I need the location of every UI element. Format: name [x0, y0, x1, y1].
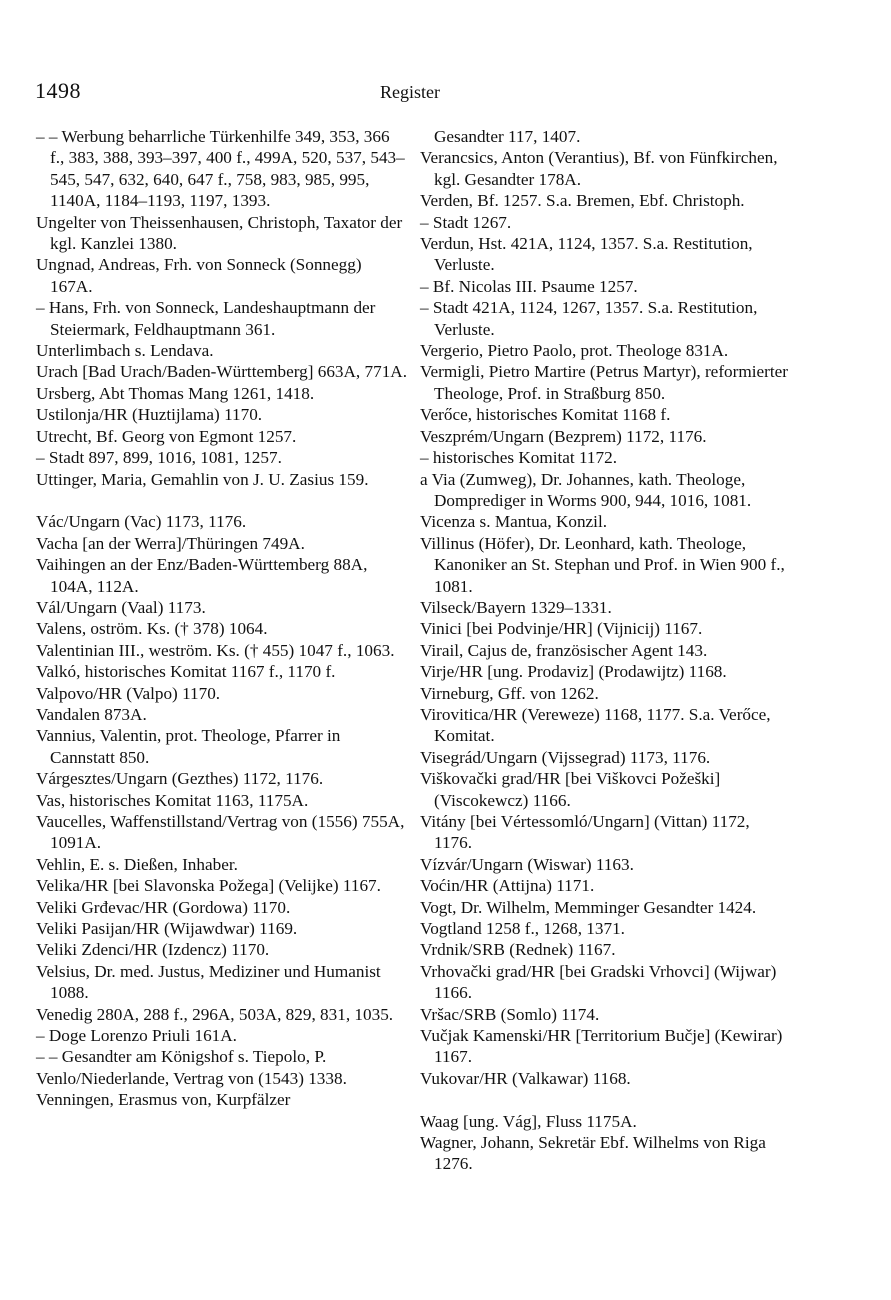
index-entry: Vacha [an der Werra]/Thüringen 749A.: [36, 533, 305, 553]
index-entry: Unterlimbach s. Lendava.: [36, 341, 214, 361]
index-entry: Vermigli, Pietro Martire (Petrus Martyr), reformierter Theologe, Prof. in Straßburg 850.: [420, 362, 788, 403]
index-entry: Vaihingen an der Enz/Baden-Württemberg 88A, 104A, 112A.: [36, 555, 368, 596]
index-entry: Verancsics, Anton (Verantius), Bf. von Fünfkirchen, kgl. Gesandter 178A.: [420, 148, 778, 189]
index-entry: Veliki Grđevac/HR (Gordowa) 1170.: [36, 897, 291, 917]
index-entry: Vaucelles, Waffenstillstand/Vertrag von (1556) 755A, 1091A.: [36, 811, 405, 853]
index-entry: Velsius, Dr. med. Justus, Mediziner und Humanist 1088.: [36, 961, 381, 1003]
index-entry: – – Gesandter am Königshof s. Tiepolo, P.: [36, 1047, 327, 1067]
index-entry: Venedig 280A, 288 f., 296A, 503A, 829, 831, 1035.: [36, 1004, 394, 1024]
index-entry: Vrhovački grad/HR [bei Gradski Vrhovci] (Wijwar) 1166.: [420, 961, 777, 1003]
index-entry: Vilseck/Bayern 1329–1331.: [420, 597, 612, 617]
index-entry: Wagner, Johann, Sekretär Ebf. Wilhelms von Riga 1276.: [420, 1133, 766, 1174]
index-entry: Vál/Ungarn (Vaal) 1173.: [36, 597, 206, 617]
index-entry: Ungelter von Theissenhausen, Christoph, Taxator der kgl. Kanzlei 1380.: [36, 212, 403, 254]
index-entry: Virje/HR [ung. Prodaviz] (Prodawijtz) 1168.: [420, 662, 727, 682]
running-head: Register: [380, 82, 440, 102]
section-gap: [36, 490, 408, 511]
index-entry: Vicenza s. Mantua, Konzil.: [420, 512, 608, 532]
index-entry: Verőce, historisches Komitat 1168 f.: [420, 405, 671, 425]
index-entry: Voćin/HR (Attijna) 1171.: [420, 876, 595, 896]
index-entry: Valpovo/HR (Valpo) 1170.: [36, 683, 221, 703]
index-entry: Urach [Bad Urach/Baden-Württemberg] 663A, 771A.: [36, 362, 407, 382]
index-entry: – Stadt 897, 899, 1016, 1081, 1257.: [36, 448, 282, 468]
index-entry: Valens, oström. Ks. († 378) 1064.: [36, 619, 268, 639]
index-entry: Ursberg, Abt Thomas Mang 1261, 1418.: [36, 383, 315, 403]
index-entry: – – Werbung beharrliche Türkenhilfe 349, 353, 366 f., 383, 388, 393–397, 400 f., 499A, 520, 537, 543–545, 547, 632, 640, 647 f., 758, 983, 985, 995, 1140A, 1184–1193, 1197, 1393.: [36, 127, 405, 211]
index-entry: Vukovar/HR (Valkawar) 1168.: [420, 1068, 631, 1088]
index-entry: Utrecht, Bf. Georg von Egmont 1257.: [36, 426, 297, 446]
index-entry: Vác/Ungarn (Vac) 1173, 1176.: [36, 512, 247, 532]
index-entry: – Hans, Frh. von Sonneck, Landeshauptmann der Steiermark, Feldhauptmann 361.: [36, 298, 376, 339]
index-entry: Gesandter 117, 1407.: [434, 127, 581, 146]
index-entry: Visegrád/Ungarn (Vijssegrad) 1173, 1176.: [420, 747, 711, 767]
index-entry: Vehlin, E. s. Dießen, Inhaber.: [36, 854, 238, 874]
index-entry: – historisches Komitat 1172.: [420, 448, 618, 468]
index-entry: Veliki Pasijan/HR (Wijawdwar) 1169.: [36, 919, 298, 939]
index-entry: Várgesztes/Ungarn (Gezthes) 1172, 1176.: [36, 769, 324, 789]
index-entry: Venningen, Erasmus von, Kurpfälzer: [36, 1090, 291, 1110]
index-entry: Vogtland 1258 f., 1268, 1371.: [420, 919, 625, 939]
index-entry: Venlo/Niederlande, Vertrag von (1543) 1338.: [36, 1068, 347, 1088]
index-entry: Vannius, Valentin, prot. Theologe, Pfarrer in Cannstatt 850.: [36, 726, 341, 767]
index-entry: Vas, historisches Komitat 1163, 1175A.: [36, 790, 309, 810]
index-entry: Vergerio, Pietro Paolo, prot. Theologe 831A.: [420, 341, 729, 361]
index-entry: Valkó, historisches Komitat 1167 f., 1170 f.: [36, 662, 336, 682]
index-entry: Vrdnik/SRB (Rednek) 1167.: [420, 940, 616, 960]
index-entry: – Doge Lorenzo Priuli 161A.: [36, 1026, 237, 1046]
index-entry: Vučjak Kamenski/HR [Territorium Bučje] (Kewirar) 1167.: [420, 1026, 783, 1067]
index-entry: a Via (Zumweg), Dr. Johannes, kath. Theologe, Domprediger in Worms 900, 944, 1016, 1081.: [420, 469, 752, 510]
index-column-left: [36, 126, 408, 1111]
index-entry: Uttinger, Maria, Gemahlin von J. U. Zasius 159.: [36, 469, 369, 489]
index-entry: – Stadt 421A, 1124, 1267, 1357. S.a. Restitution, Verluste.: [420, 298, 758, 339]
index-entry: – Stadt 1267.: [420, 212, 512, 232]
index-entry: – Bf. Nicolas III. Psaume 1257.: [420, 276, 638, 296]
index-entry: Valentinian III., weström. Ks. († 455) 1047 f., 1063.: [36, 640, 395, 660]
index-entry: Verdun, Hst. 421A, 1124, 1357. S.a. Restitution, Verluste.: [420, 234, 753, 275]
index-entry: Viškovački grad/HR [bei Viškovci Požeški] (Viscokewcz) 1166.: [420, 769, 721, 810]
index-entry: Verden, Bf. 1257. S.a. Bremen, Ebf. Christoph.: [420, 191, 745, 211]
index-entry: Velika/HR [bei Slavonska Požega] (Velijke) 1167.: [36, 876, 381, 896]
index-entry: Virneburg, Gff. von 1262.: [420, 683, 599, 703]
index-entry: Vršac/SRB (Somlo) 1174.: [420, 1004, 600, 1024]
index-entry: Ungnad, Andreas, Frh. von Sonneck (Sonnegg) 167A.: [36, 255, 362, 296]
page-number: 1498: [35, 78, 81, 103]
index-entry: Vogt, Dr. Wilhelm, Memminger Gesandter 1424.: [420, 897, 757, 917]
index-entry: Virovitica/HR (Vereweze) 1168, 1177. S.a. Verőce, Komitat.: [420, 704, 771, 746]
index-entry: Vandalen 873A.: [36, 704, 147, 724]
index-entry: Vízvár/Ungarn (Wiswar) 1163.: [420, 854, 634, 874]
index-entry: Vinici [bei Podvinje/HR] (Vijnicij) 1167.: [420, 619, 703, 639]
index-entry: Veszprém/Ungarn (Bezprem) 1172, 1176.: [420, 426, 707, 446]
index-column-right: [420, 126, 790, 1175]
index-entry: Waag [ung. Vág], Fluss 1175A.: [420, 1111, 637, 1131]
index-entry: Vitány [bei Vértessomló/Ungarn] (Vittan) 1172, 1176.: [420, 812, 750, 853]
section-gap: [420, 1089, 790, 1110]
index-entry: Virail, Cajus de, französischer Agent 143.: [420, 640, 708, 660]
index-entry: Ustilonja/HR (Huztijlama) 1170.: [36, 405, 263, 425]
index-entry: Villinus (Höfer), Dr. Leonhard, kath. Theologe, Kanoniker an St. Stephan und Prof. in Wien 900 f., 1081.: [420, 533, 785, 596]
index-entry: Veliki Zdenci/HR (Izdencz) 1170.: [36, 940, 270, 960]
